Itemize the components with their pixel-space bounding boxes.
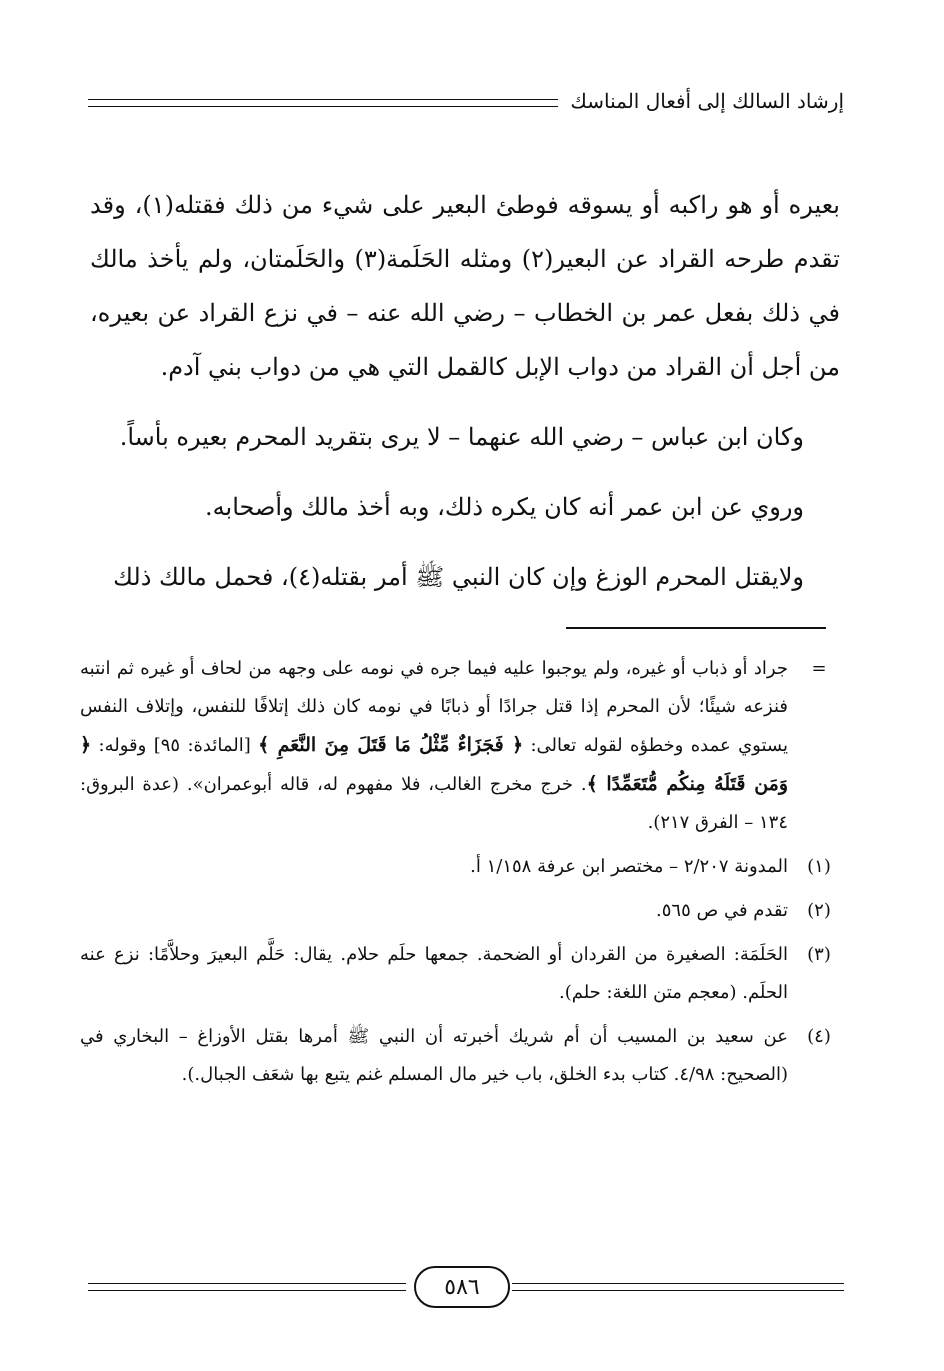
paragraph: وروي عن ابن عمر أنه كان يكره ذلك، وبه أخذ مالك وأصحابه. [205,493,804,521]
header-rule [88,99,558,107]
paragraph: بعيره أو هو راكبه أو يسوقه فوطئ البعير على شيء من ذلك فقتله(١)، وقد تقدم طرحه القراد عن البعير(٢) ومثله الحَلَمة(٣) والحَلَمتان، ولم يأخذ مالك في ذلك بفعل عمر بن الخطاب – رضي الله عنه – في نزع القراد عن بعيره، من أجل أن القراد من دواب الإبل كالقمل التي هي من دواب بني آدم. [90,191,840,381]
footnote-number: (٣) [807,944,831,965]
book-title: إرشاد السالك إلى أفعال المناسك [570,89,844,113]
footnote-continuation [80,650,850,842]
footnote-text-part: . خرج مخرج الغالب، فلا مفهوم له، قاله أبوعمران». (عدة البروق: ١٣٤ – الفرق ٢١٧). [80,774,788,833]
quran-verse: ﴿ فَجَزَاءٌ مِّثْلُ مَا قَتَلَ مِنَ النَّعَمِ ﴾ [258,734,524,756]
paragraph: وكان ابن عباس – رضي الله عنهما – لا يرى بتقريد المحرم بعيره بأساً. [119,423,804,451]
footnote [80,936,850,1012]
footnotes [80,650,850,1100]
footnote-number: (١) [807,856,831,877]
footnote-separator [566,627,826,629]
footer-rule-left [88,1283,406,1291]
footnote-text [80,650,788,842]
footnote-text: تقدم في ص ٥٦٥. [656,900,788,921]
verse-reference: [المائدة: ٩٥] وقوله: [91,735,259,756]
footnote-marker: = [811,658,827,679]
main-text [90,178,840,604]
quran-verse: ﴿ وَمَن قَتَلَهُ مِنكُم مُّتَعَمِّدًا ﴾ [80,734,789,795]
footer-rule-right [512,1283,844,1291]
footnote-number: (٤) [807,1026,831,1047]
footnote [80,848,850,886]
footnote-text-part: جراد أو ذباب أو غيره، ولم يوجبوا عليه فيما جره في نومه على وجهه من لحاف أو غيره ثم انتبه فنزعه شيئًا؛ لأن المحرم إذا قتل جرادًا أو ذبابًا في نومه كان ذلك إتلافًا للنفس، وإتلاف النفس يستوي عمده وخطؤه لقوله تعالى: [80,658,788,756]
footnote [80,1018,850,1094]
paragraph: ولايقتل المحرم الوزغ وإن كان النبي ﷺ أمر بقتله(٤)، فحمل مالك ذلك [113,563,804,591]
footnote [80,892,850,930]
running-header [88,84,844,118]
footnote-text: الحَلَمَة: الصغيرة من القردان أو الضحمة. جمعها حلَم حلام. يقال: حَلَّم البعيرَ وحلاَّمًا: نزع عنه الحلَم. (معجم متن اللغة: حلم). [80,944,788,1003]
page-footer [88,1262,844,1312]
footnote-number: (٢) [807,900,831,921]
footnote-text: عن سعيد بن المسيب أن أم شريك أخبرته أن النبي ﷺ أمرها بقتل الأوزاغ – البخاري في (الصحيح: ٤/٩٨. كتاب بدء الخلق، باب خير مال المسلم غنم يتبع بها شعَف الجبال.). [80,1026,788,1085]
footnote-text: المدونة ٢/٢٠٧ – مختصر ابن عرفة ١/١٥٨ أ. [470,856,788,877]
page-number: ٥٨٦ [414,1266,510,1308]
